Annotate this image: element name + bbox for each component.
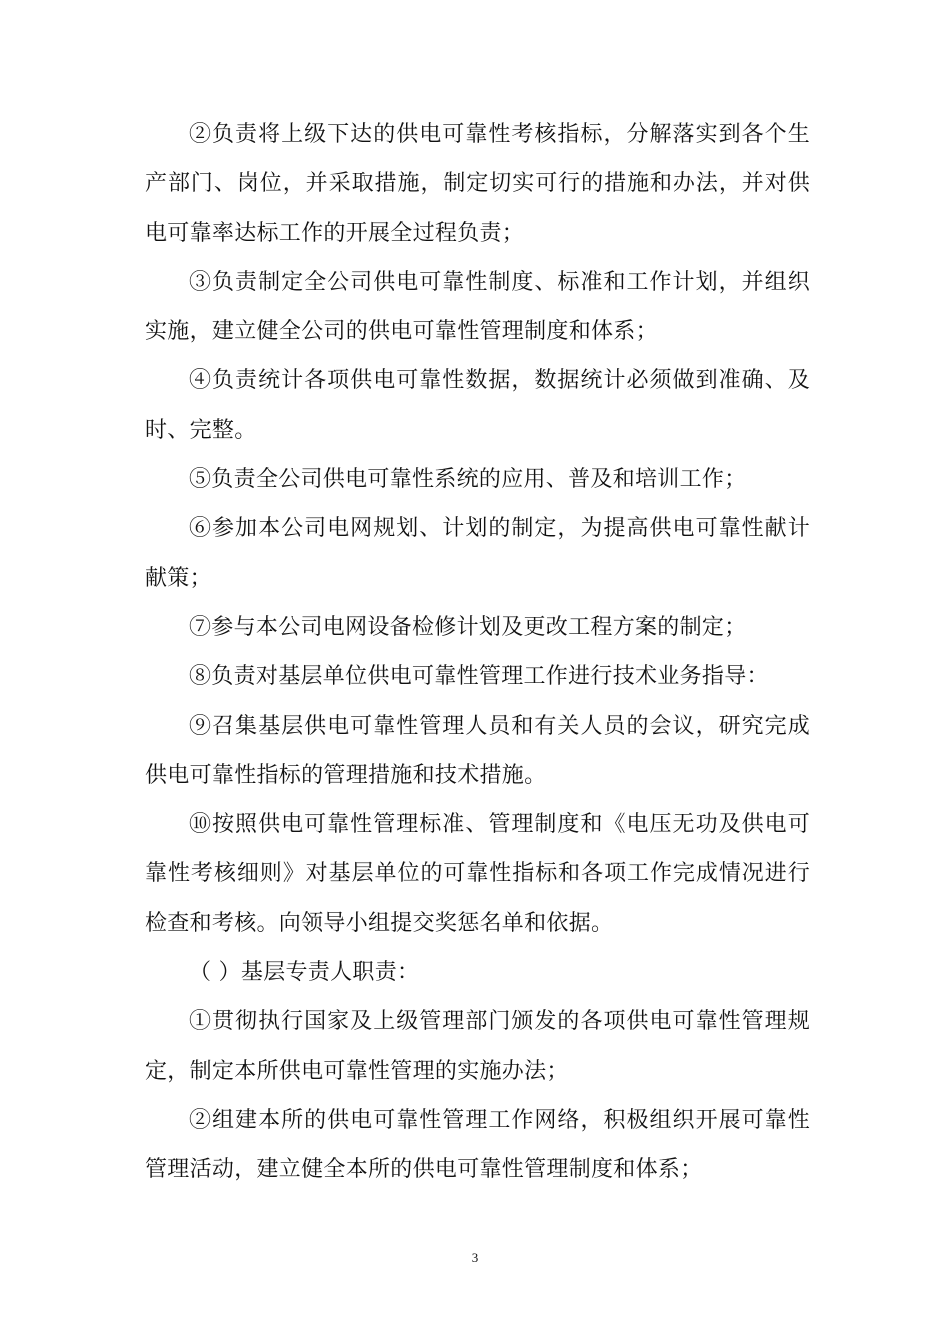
paragraph-duty-4: ④负责统计各项供电可靠性数据，数据统计必须做到准确、及时、完整。 bbox=[145, 368, 810, 443]
section-heading-grassroots-duties: （ ）基层专责人职责： bbox=[189, 960, 420, 986]
paragraph-duty-5: ⑤负责全公司供电可靠性系统的应用、普及和培训工作； bbox=[189, 467, 747, 493]
paragraph-duty-6: ⑥参加本公司电网规划、计划的制定，为提高供电可靠性献计献策； bbox=[145, 516, 810, 591]
paragraph-grassroots-duty-2: ②组建本所的供电可靠性管理工作网络，积极组织开展可靠性管理活动，建立健全本所的供电可靠性管理制度和体系； bbox=[145, 1107, 810, 1183]
paragraph-duty-10: ⑩按照供电可靠性管理标准、管理制度和《电压无功及供电可靠性考核细则》对基层单位的可靠性指标和各项工作完成情况进行检查和考核。向领导小组提交奖惩名单和依据。 bbox=[145, 812, 810, 936]
paragraph-duty-3: ③负责制定全公司供电可靠性制度、标准和工作计划，并组织实施，建立健全公司的供电可靠性管理制度和体系； bbox=[145, 269, 810, 345]
paragraph-grassroots-duty-1: ①贯彻执行国家及上级管理部门颁发的各项供电可靠性管理规定，制定本所供电可靠性管理的实施办法； bbox=[145, 1009, 810, 1084]
paragraph-duty-9: ⑨召集基层供电可靠性管理人员和有关人员的会议，研究完成供电可靠性指标的管理措施和技术措施。 bbox=[145, 713, 810, 788]
page-number: 3 bbox=[471, 1250, 479, 1265]
paragraph-duty-8: ⑧负责对基层单位供电可靠性管理工作进行技术业务指导： bbox=[189, 664, 769, 690]
paragraph-duty-2: ②负责将上级下达的供电可靠性考核指标，分解落实到各个生产部门、岗位，并采取措施，制定切实可行的措施和办法，并对供电可靠率达标工作的开展全过程负责； bbox=[145, 122, 810, 246]
body-text bbox=[145, 110, 810, 1195]
paragraph-duty-7: ⑦参与本公司电网设备检修计划及更改工程方案的制定； bbox=[189, 614, 747, 640]
